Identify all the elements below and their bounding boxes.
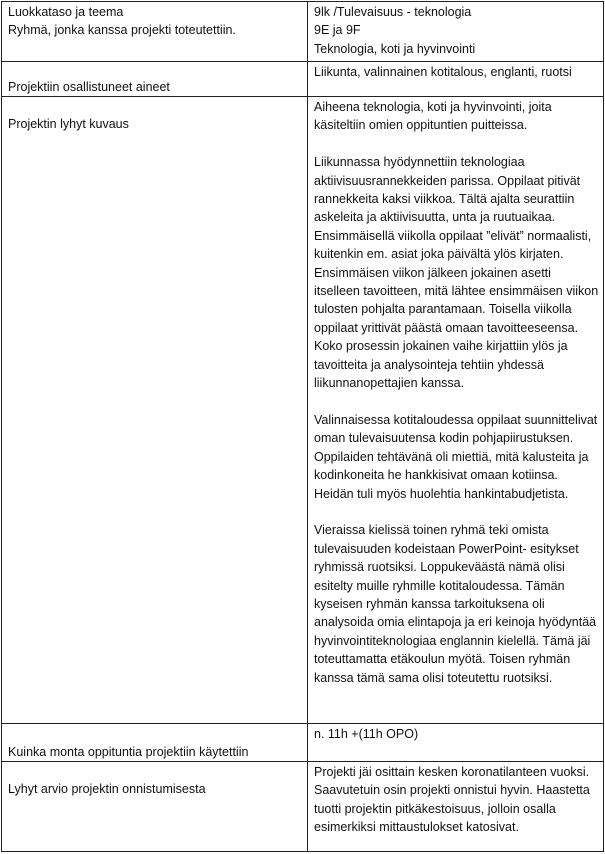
label-cell bbox=[2, 97, 308, 724]
table-row-grade-theme bbox=[2, 2, 604, 62]
description-paragraph: Valinnaisessa kotitaloudessa oppilaat suunnittelivat oman tulevaisuutensa kodin pohjapiirustuksen. Oppilaiden tehtävänä oli miettiä, mitä kalusteita ja kodinkoneita he hankkisivat omaan kotiinsa. Heidän tuli myös huolehtia hankintabudjetista. bbox=[314, 412, 598, 501]
value-cell bbox=[308, 724, 604, 762]
description-paragraph: Vieraissa kielissä toinen ryhmä teki omista tulevaisuuden kodeistaan PowerPoint- esitykset ryhmissä ruotsiksi. Loppukeväästä nämä olisi esitelty muille ryhmille kotitaloudessa. Tämän kyseisen ryhmän kanssa tarkoituksena oli analysoida omia elintapoja ja eri keinoja hyödyntää hyvinvointiteknologiaa englannin kielellä. Tämä jäi toteuttamatta etäkoulun myötä. Toisen ryhmän kanssa tämä sama olisi toteutettu ruotsiksi. bbox=[314, 523, 597, 685]
label-grade-theme: Luokkataso ja teema bbox=[8, 5, 124, 19]
label-lessons: Kuinka monta oppituntia projektiin käytettiin bbox=[8, 744, 249, 759]
label-group: Ryhmä, jonka kanssa projekti toteutettiin. bbox=[8, 23, 236, 38]
value-theme: Teknologia, koti ja hyvinvointi bbox=[314, 41, 476, 56]
description-paragraph: Aiheena teknologia, koti ja hyvinvointi, joita käsiteltiin omien oppituntien puitteissa. bbox=[314, 100, 552, 133]
label-cell bbox=[2, 2, 308, 62]
label-description: Projektin lyhyt kuvaus bbox=[8, 117, 129, 131]
value-evaluation: Projekti jäi osittain kesken koronatilanteen vuoksi. Saavutetuin osin projekti onnistui hyvin. Haastetta tuotti projektin pitkäkestoisuus, jolloin osalla esimerkiksi mittaustulokset katosivat. bbox=[314, 765, 590, 835]
label-subjects: Projektiin osallistuneet aineet bbox=[8, 79, 170, 94]
label-cell bbox=[2, 724, 308, 762]
project-table bbox=[1, 1, 604, 852]
table-row-description bbox=[2, 97, 604, 724]
value-cell bbox=[308, 2, 604, 62]
value-subjects: Liikunta, valinnainen kotitalous, englanti, ruotsi bbox=[314, 65, 572, 79]
table-row-evaluation bbox=[2, 762, 604, 852]
table-row-lessons bbox=[2, 724, 604, 762]
description-paragraph: Liikunnassa hyödynnettiin teknologiaa aktiivisuusrannekkeiden parissa. Oppilaat pitivät rannekkeita kaksi viikkoa. Tältä ajalta seurattiin askeleita ja aktiivisuutta, unta ja ruutuaikaa. Ensimmäisellä viikolla oppilaat ”elivät” normaalisti, kuitenkin em. asiat joka päivältä ylös kirjaten. Ensimmäisen viikon jälkeen jokainen asetti itselleen tavoitteen, mitä lähtee ensimmäisen viikon tulosten pohjalta parantamaan. Toisella viikolla oppilaat yrittivät päästä omaan tavoitteeseensa. Koko prosessin jokainen vaihe kirjattiin ylös ja tavoitteita ja analysointeja tehtiin yhdessä liikunnanopettajien kanssa. bbox=[314, 155, 599, 391]
value-classes: 9E ja 9F bbox=[314, 23, 361, 38]
value-lessons: n. 11h +(11h OPO) bbox=[314, 727, 419, 741]
value-cell bbox=[308, 97, 604, 724]
label-cell bbox=[2, 62, 308, 97]
label-evaluation: Lyhyt arvio projektin onnistumisesta bbox=[8, 782, 206, 796]
value-cell bbox=[308, 762, 604, 852]
table-row-subjects bbox=[2, 62, 604, 97]
value-cell bbox=[308, 62, 604, 97]
value-grade: 9lk /Tulevaisuus - teknologia bbox=[314, 5, 472, 19]
label-cell bbox=[2, 762, 308, 852]
